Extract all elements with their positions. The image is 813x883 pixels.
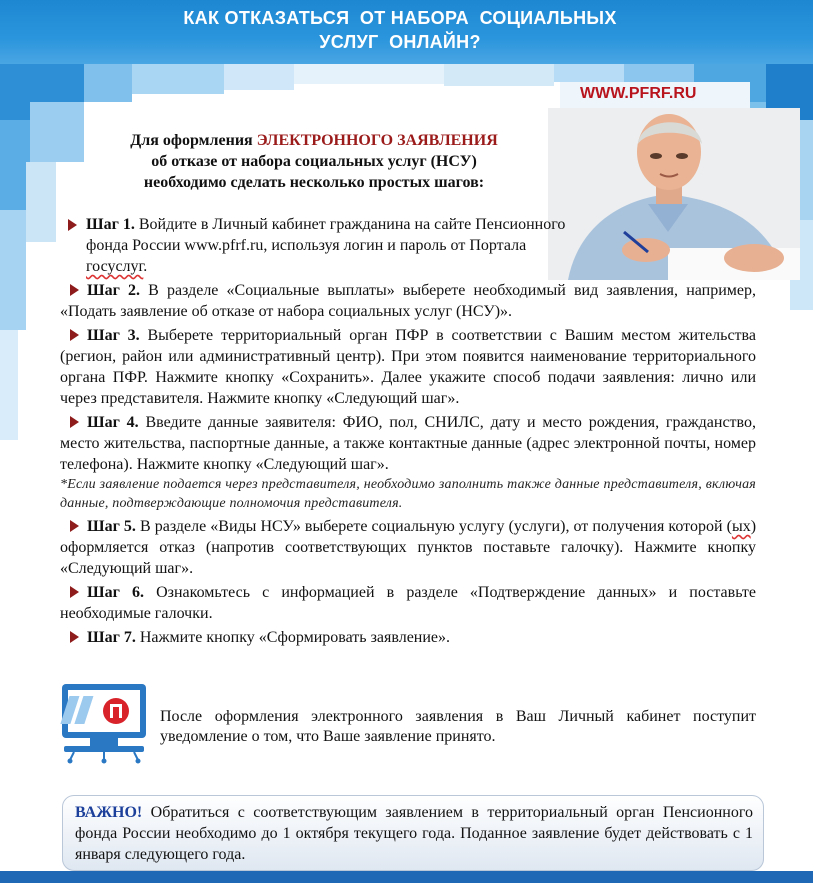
footer-bar bbox=[0, 871, 813, 883]
step-label: Шаг 1. bbox=[86, 216, 135, 233]
important-label: ВАЖНО! bbox=[75, 804, 143, 821]
intro-line-1 bbox=[84, 130, 544, 151]
step-2 bbox=[60, 280, 756, 322]
step-label: Шаг 4. bbox=[87, 414, 139, 431]
triangle-bullet-icon bbox=[70, 586, 79, 598]
step-text: Войдите в Личный кабинет гражданина на сайте Пенсионного фонда России www.pfrf.ru, используя логин и пароль от Портала bbox=[86, 216, 566, 254]
triangle-bullet-icon bbox=[70, 284, 79, 296]
step-text: Введите данные заявителя: ФИО, пол, СНИЛС, дату и место рождения, гражданство, место жительства, паспортные данные, а также контактные данные (адрес электронной почты, номер телефона). Нажмите кнопку «Следующий шаг». bbox=[60, 414, 756, 473]
notification-text: После оформления электронного заявления в Ваш Личный кабинет поступит уведомление о том, что Ваше заявление принято. bbox=[160, 708, 756, 745]
step-text: В разделе «Социальные выплаты» выберете необходимый вид заявления, например, «Подать заявление об отказе от набора социальных услуг (НСУ)». bbox=[60, 282, 756, 320]
intro-prefix: Для оформления bbox=[130, 132, 257, 149]
step-text: . bbox=[143, 258, 148, 275]
site-url[interactable]: WWW.PFRF.RU bbox=[580, 85, 697, 102]
steps-list bbox=[60, 214, 756, 651]
triangle-bullet-icon bbox=[68, 219, 77, 231]
step-text: В разделе «Виды НСУ» выберете социальную услугу (услуги), от получения которой ( bbox=[135, 518, 732, 535]
important-box bbox=[62, 795, 764, 871]
step-label: Шаг 3. bbox=[87, 327, 140, 344]
title-line-2: УСЛУГ ОНЛАЙН? bbox=[319, 32, 481, 52]
step-text: Выберете территориальный орган ПФР в соответствии с Вашим местом жительства (регион, район или административный центр). При этом появится наименование территориального органа ПФР. Нажмите кнопку «Сохранить». Далее укажите способ подачи заявления: лично или через представителя. Нажмите кнопку «Следующий шаг». bbox=[60, 327, 756, 407]
representative-note: *Если заявление подается через представителя, необходимо заполнить также данные представителя, включая данные, подтверждающие полномочия представителя. bbox=[60, 477, 756, 511]
intro-line-3: необходимо сделать несколько простых шагов: bbox=[143, 174, 485, 191]
computer-pfr-icon bbox=[60, 682, 148, 764]
step-6 bbox=[60, 582, 756, 624]
intro-line-2: об отказе от набора социальных услуг (НСУ) bbox=[151, 153, 477, 170]
step-text-underlined: госуслуг bbox=[86, 258, 144, 275]
step-4 bbox=[60, 412, 756, 475]
step-label: Шаг 7. bbox=[87, 629, 136, 646]
page-title bbox=[120, 6, 680, 54]
step-3 bbox=[60, 325, 756, 409]
step-5 bbox=[60, 516, 756, 579]
step-label: Шаг 2. bbox=[87, 282, 140, 299]
step-text: Нажмите кнопку «Сформировать заявление». bbox=[135, 629, 451, 646]
triangle-bullet-icon bbox=[70, 520, 79, 532]
important-text: Обратиться с соответствующим заявлением в территориальный орган Пенсионного фонда России необходимо до 1 октября текущего года. Поданное заявление будет действовать с 1 января следующего года. bbox=[75, 804, 753, 863]
intro-accent: ЭЛЕКТРОННОГО ЗАЯВЛЕНИЯ bbox=[256, 132, 498, 149]
triangle-bullet-icon bbox=[70, 631, 79, 643]
intro-block bbox=[84, 130, 544, 193]
step-label: Шаг 6. bbox=[87, 584, 144, 601]
step-text-underlined: ых bbox=[731, 518, 751, 535]
title-line-1: КАК ОТКАЗАТЬСЯ ОТ НАБОРА СОЦИАЛЬНЫХ bbox=[183, 8, 617, 28]
step-text: Ознакомьтесь с информацией в разделе «Подтверждение данных» и поставьте необходимые галочки. bbox=[60, 584, 756, 622]
step-text: ) оформляется отказ (напротив соответствующих пунктов поставьте галочку). Нажмите кнопку «Следующий шаг». bbox=[60, 518, 757, 577]
step-1 bbox=[60, 214, 572, 277]
step-label: Шаг 5. bbox=[87, 518, 136, 535]
triangle-bullet-icon bbox=[70, 329, 79, 341]
step-7 bbox=[60, 627, 756, 648]
triangle-bullet-icon bbox=[70, 416, 79, 428]
